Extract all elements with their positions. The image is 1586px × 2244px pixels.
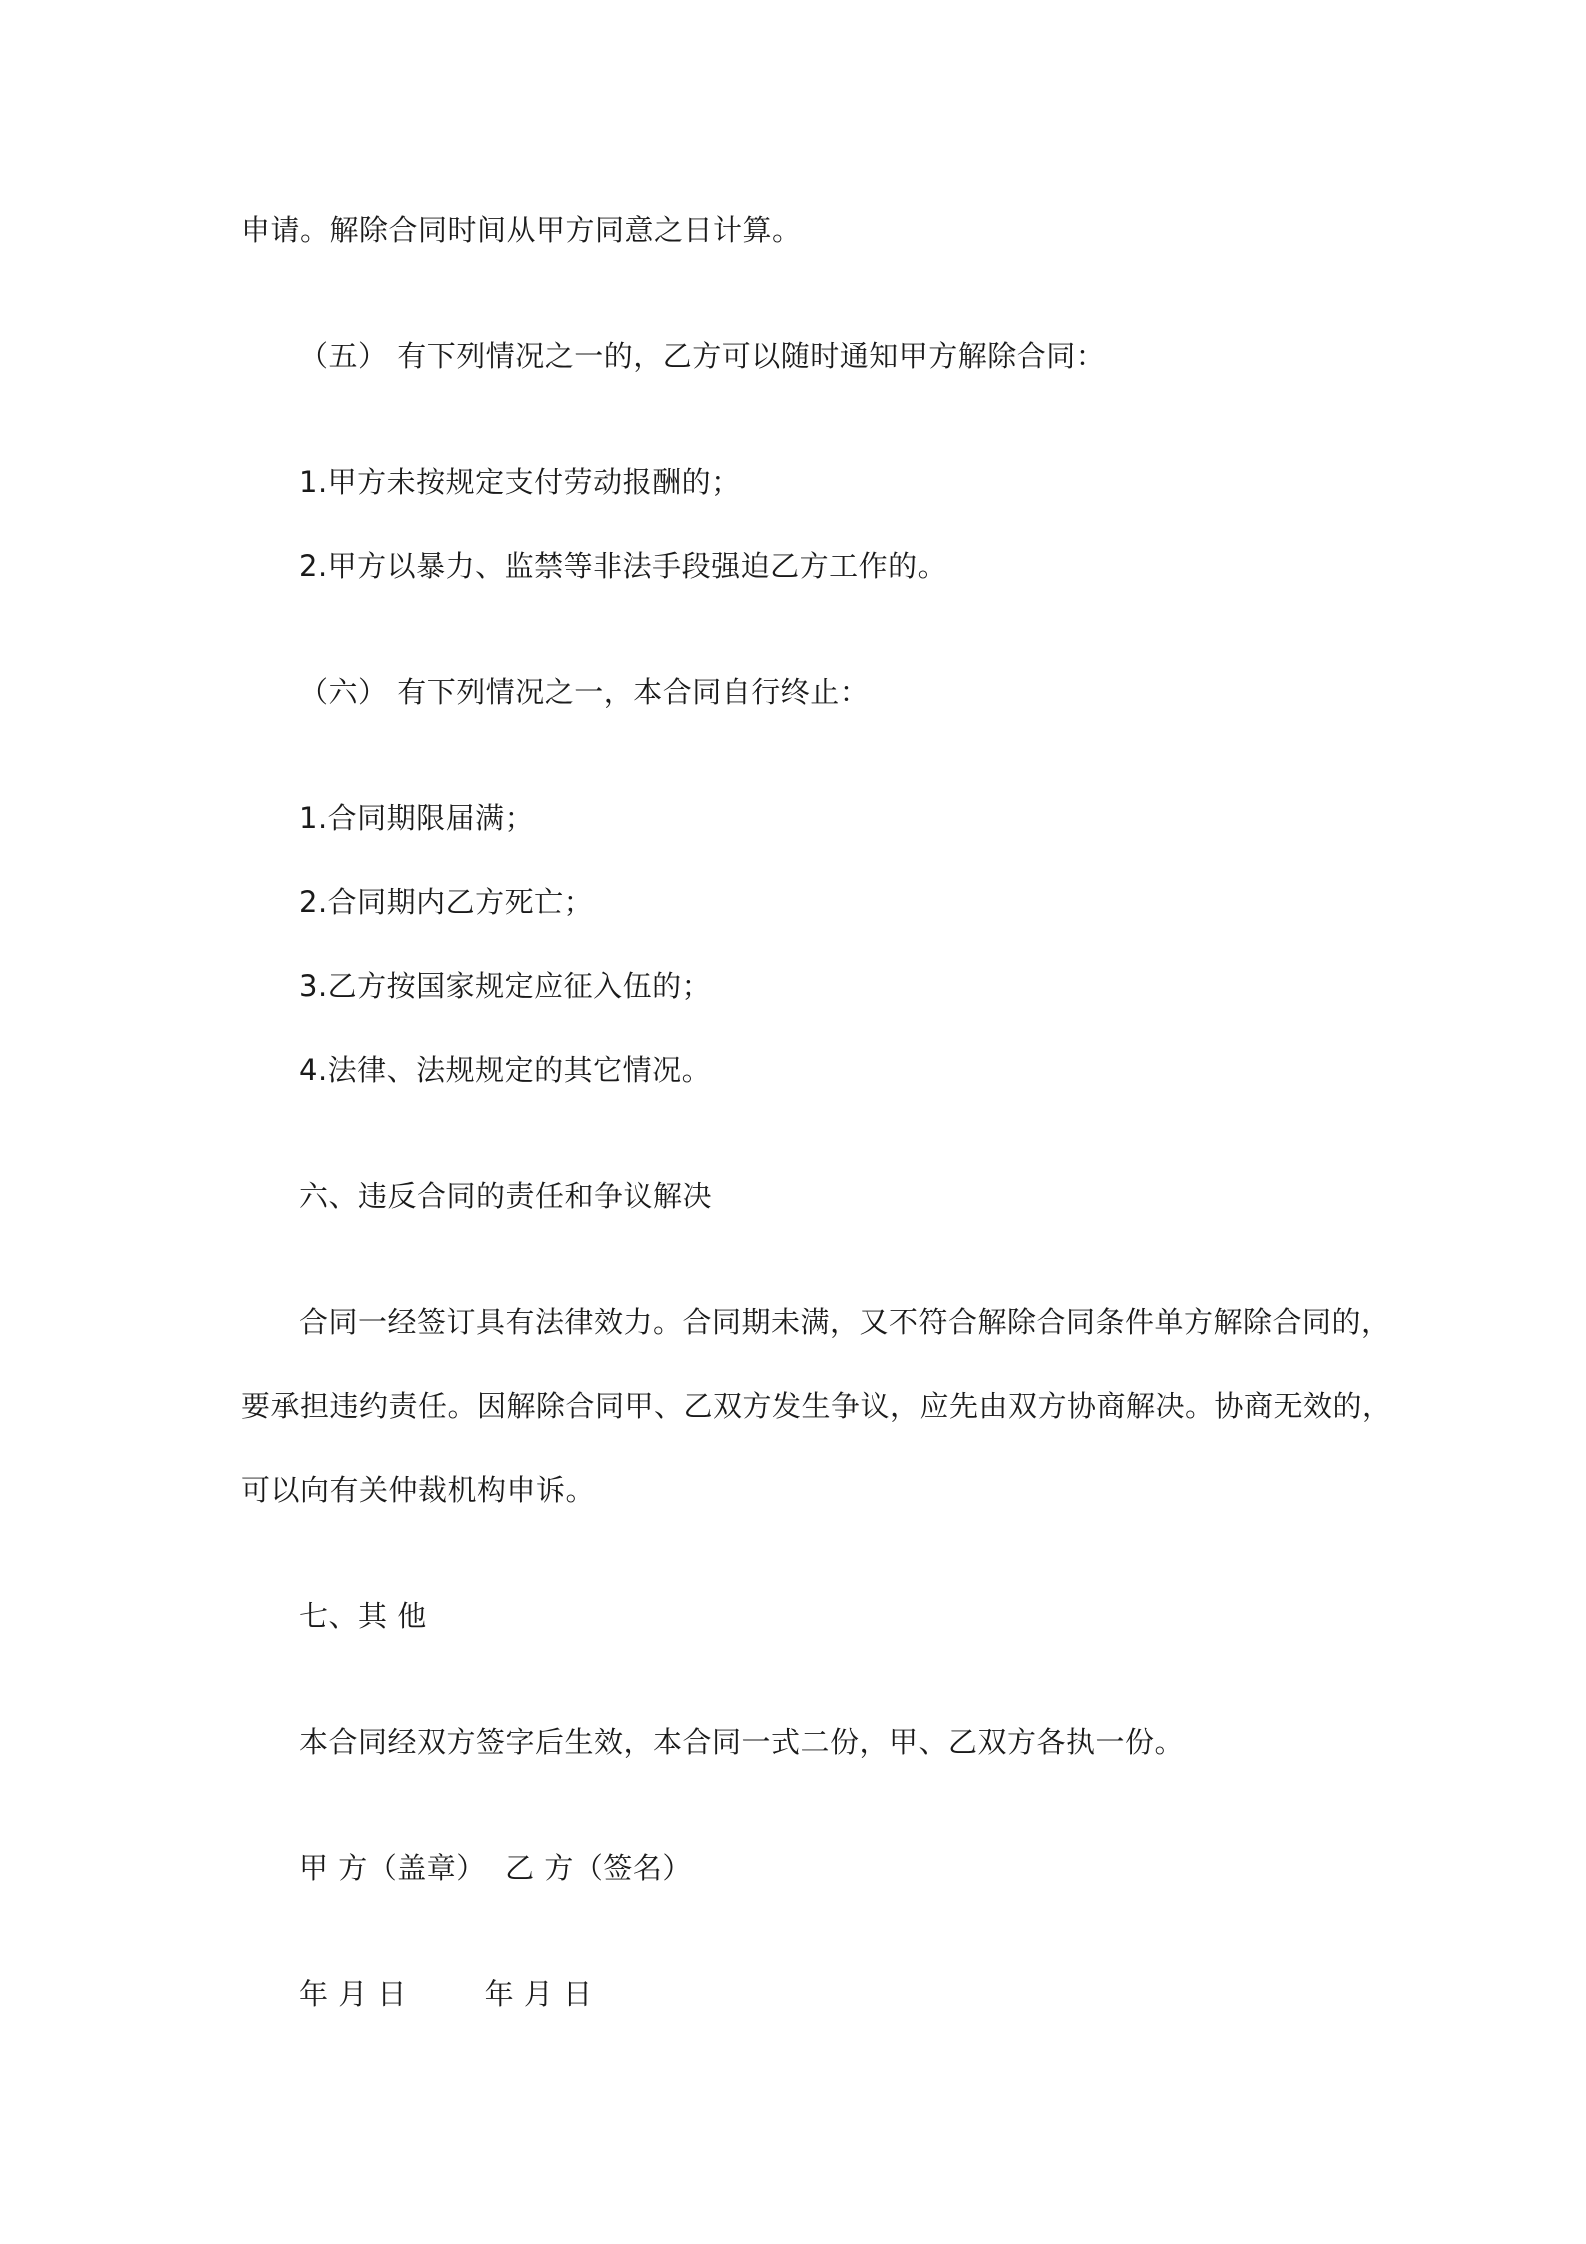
- clause-heading: （六） 有下列情况之一，本合同自行终止：: [299, 675, 870, 709]
- list-item: 3.乙方按国家规定应征入伍的；: [299, 969, 712, 1003]
- paragraph-line: 要承担违约责任。因解除合同甲、乙双方发生争议，应先由双方协商解决。协商无效的，: [241, 1389, 1392, 1423]
- paragraph-line: 本合同经双方签字后生效，本合同一式二份，甲、乙双方各执一份。: [299, 1725, 1185, 1759]
- list-item: 1.甲方未按规定支付劳动报酬的；: [299, 465, 741, 499]
- list-item: 4.法律、法规规定的其它情况。: [299, 1053, 712, 1087]
- signature-line: 甲 方（盖章） 乙 方（签名）: [299, 1851, 692, 1885]
- paragraph-line: 合同一经签订具有法律效力。合同期未满，又不符合解除合同条件单方解除合同的，: [299, 1305, 1391, 1339]
- section-heading: 七、其 他: [299, 1599, 427, 1633]
- section-heading: 六、违反合同的责任和争议解决: [299, 1179, 713, 1213]
- date-line: 年 月 日 年 月 日: [299, 1977, 593, 2011]
- list-item: 1.合同期限届满；: [299, 801, 535, 835]
- paragraph-line: 申请。解除合同时间从甲方同意之日计算。: [241, 213, 802, 247]
- paragraph-line: 可以向有关仲裁机构申诉。: [241, 1473, 596, 1507]
- list-item: 2.合同期内乙方死亡；: [299, 885, 594, 919]
- clause-heading: （五） 有下列情况之一的，乙方可以随时通知甲方解除合同：: [299, 339, 1106, 373]
- list-item: 2.甲方以暴力、监禁等非法手段强迫乙方工作的。: [299, 549, 948, 583]
